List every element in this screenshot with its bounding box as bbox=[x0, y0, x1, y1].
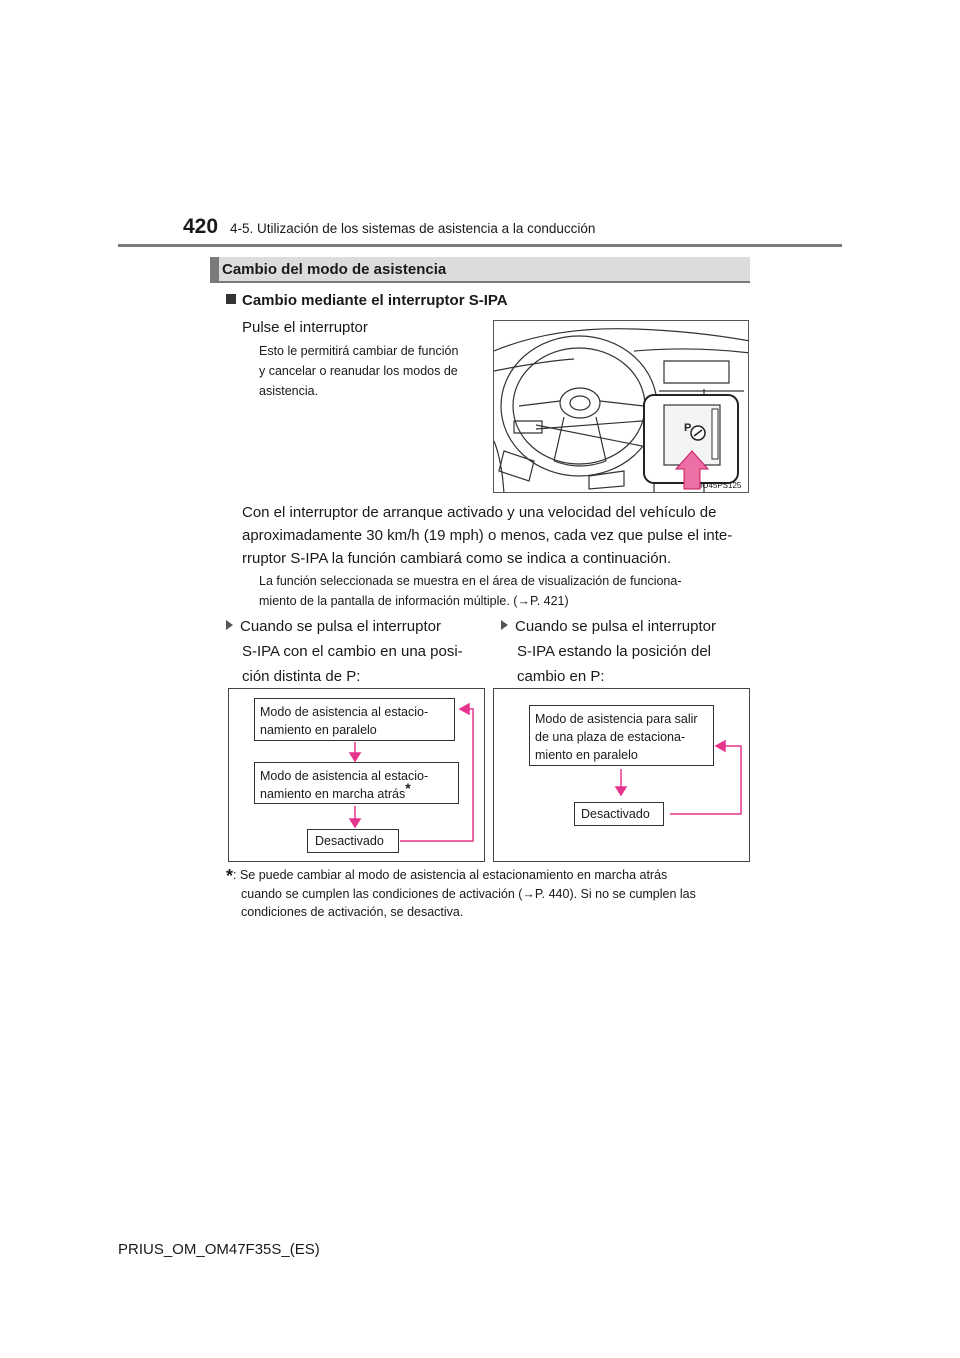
case-text: Cuando se pulsa el interruptor bbox=[515, 618, 716, 635]
note-line: y cancelar o reanudar los modos de bbox=[259, 364, 458, 378]
mode-text: miento en paralelo bbox=[535, 748, 638, 762]
paragraph-line: aproximadamente 30 km/h (19 mph) o menos, cada vez que pulse el inte- bbox=[242, 527, 733, 544]
paragraph-line: rruptor S-IPA la función cambiará como se indica a continuación. bbox=[242, 550, 672, 567]
steering-switch-figure bbox=[493, 320, 749, 493]
case-line bbox=[501, 614, 745, 639]
document-id: PRIUS_OM_OM47F35S_(ES) bbox=[118, 1241, 320, 1258]
footnote-line: cuando se cumplen las condiciones de activación (→P. 440). Si no se cumplen las bbox=[241, 887, 696, 901]
footnote-line bbox=[226, 866, 745, 885]
mode-text: namiento en paralelo bbox=[260, 723, 377, 737]
case-line bbox=[226, 614, 478, 639]
mode-box-off: Desactivado bbox=[307, 829, 399, 853]
mode-text: Modo de asistencia al estacio- bbox=[260, 769, 429, 783]
info-line: miento de la pantalla de información múltiple. (→P. 421) bbox=[259, 594, 569, 608]
case-line: cambio en P: bbox=[517, 668, 605, 685]
paragraph-line: Con el interruptor de arranque activado y una velocidad del vehículo de bbox=[242, 504, 717, 521]
footnote-text: : Se puede cambiar al modo de asistencia al estacionamiento en marcha atrás bbox=[233, 868, 668, 882]
mode-box-off: Desactivado bbox=[574, 802, 664, 826]
footnote-line: condiciones de activación, se desactiva. bbox=[241, 905, 464, 919]
case-line: S-IPA con el cambio en una posi- bbox=[242, 643, 463, 660]
info-note bbox=[259, 571, 745, 611]
mode-cycle-diagram-left bbox=[228, 688, 485, 862]
triangle-bullet-icon bbox=[501, 620, 508, 630]
case-right-heading bbox=[501, 614, 745, 689]
case-text: Cuando se pulsa el interruptor bbox=[240, 618, 441, 635]
triangle-bullet-icon bbox=[226, 620, 233, 630]
note-line: Esto le permitirá cambiar de función bbox=[259, 344, 459, 358]
page-number: 420 bbox=[183, 215, 219, 238]
mode-text: namiento en marcha atrás bbox=[260, 787, 406, 801]
main-paragraph bbox=[242, 501, 745, 570]
mode-cycle-diagram-right bbox=[493, 688, 750, 862]
cycle-arrows-right bbox=[494, 689, 751, 863]
note-line: asistencia. bbox=[259, 384, 319, 398]
instruction: Pulse el interruptor bbox=[242, 319, 368, 336]
asterisk-mark: * bbox=[405, 779, 411, 796]
sub-heading bbox=[226, 292, 508, 309]
sub-heading-text: Cambio mediante el interruptor S-IPA bbox=[242, 292, 508, 309]
mode-text: de una plaza de estaciona- bbox=[535, 730, 686, 744]
footnote-mark: * bbox=[226, 866, 234, 886]
square-bullet-icon bbox=[226, 294, 236, 304]
section-title: Cambio del modo de asistencia bbox=[222, 261, 447, 278]
header-divider bbox=[118, 244, 842, 247]
mode-text: Modo de asistencia para salir bbox=[535, 712, 698, 726]
figure-code: IO45PS125 bbox=[700, 481, 742, 490]
case-line: ción distinta de P: bbox=[242, 668, 361, 685]
case-line: S-IPA estando la posición del bbox=[517, 643, 712, 660]
dashboard-illustration bbox=[494, 321, 749, 493]
figure-label: P bbox=[684, 422, 692, 434]
info-line: La función seleccionada se muestra en el área de visualización de funciona- bbox=[259, 574, 682, 588]
cycle-arrows-left bbox=[229, 689, 486, 863]
footnote bbox=[226, 866, 745, 921]
case-left-heading bbox=[226, 614, 478, 689]
mode-text: Modo de asistencia al estacio- bbox=[260, 705, 429, 719]
chapter-title: 4-5. Utilización de los sistemas de asistencia a la conducción bbox=[230, 221, 596, 236]
instruction-note bbox=[259, 341, 481, 401]
